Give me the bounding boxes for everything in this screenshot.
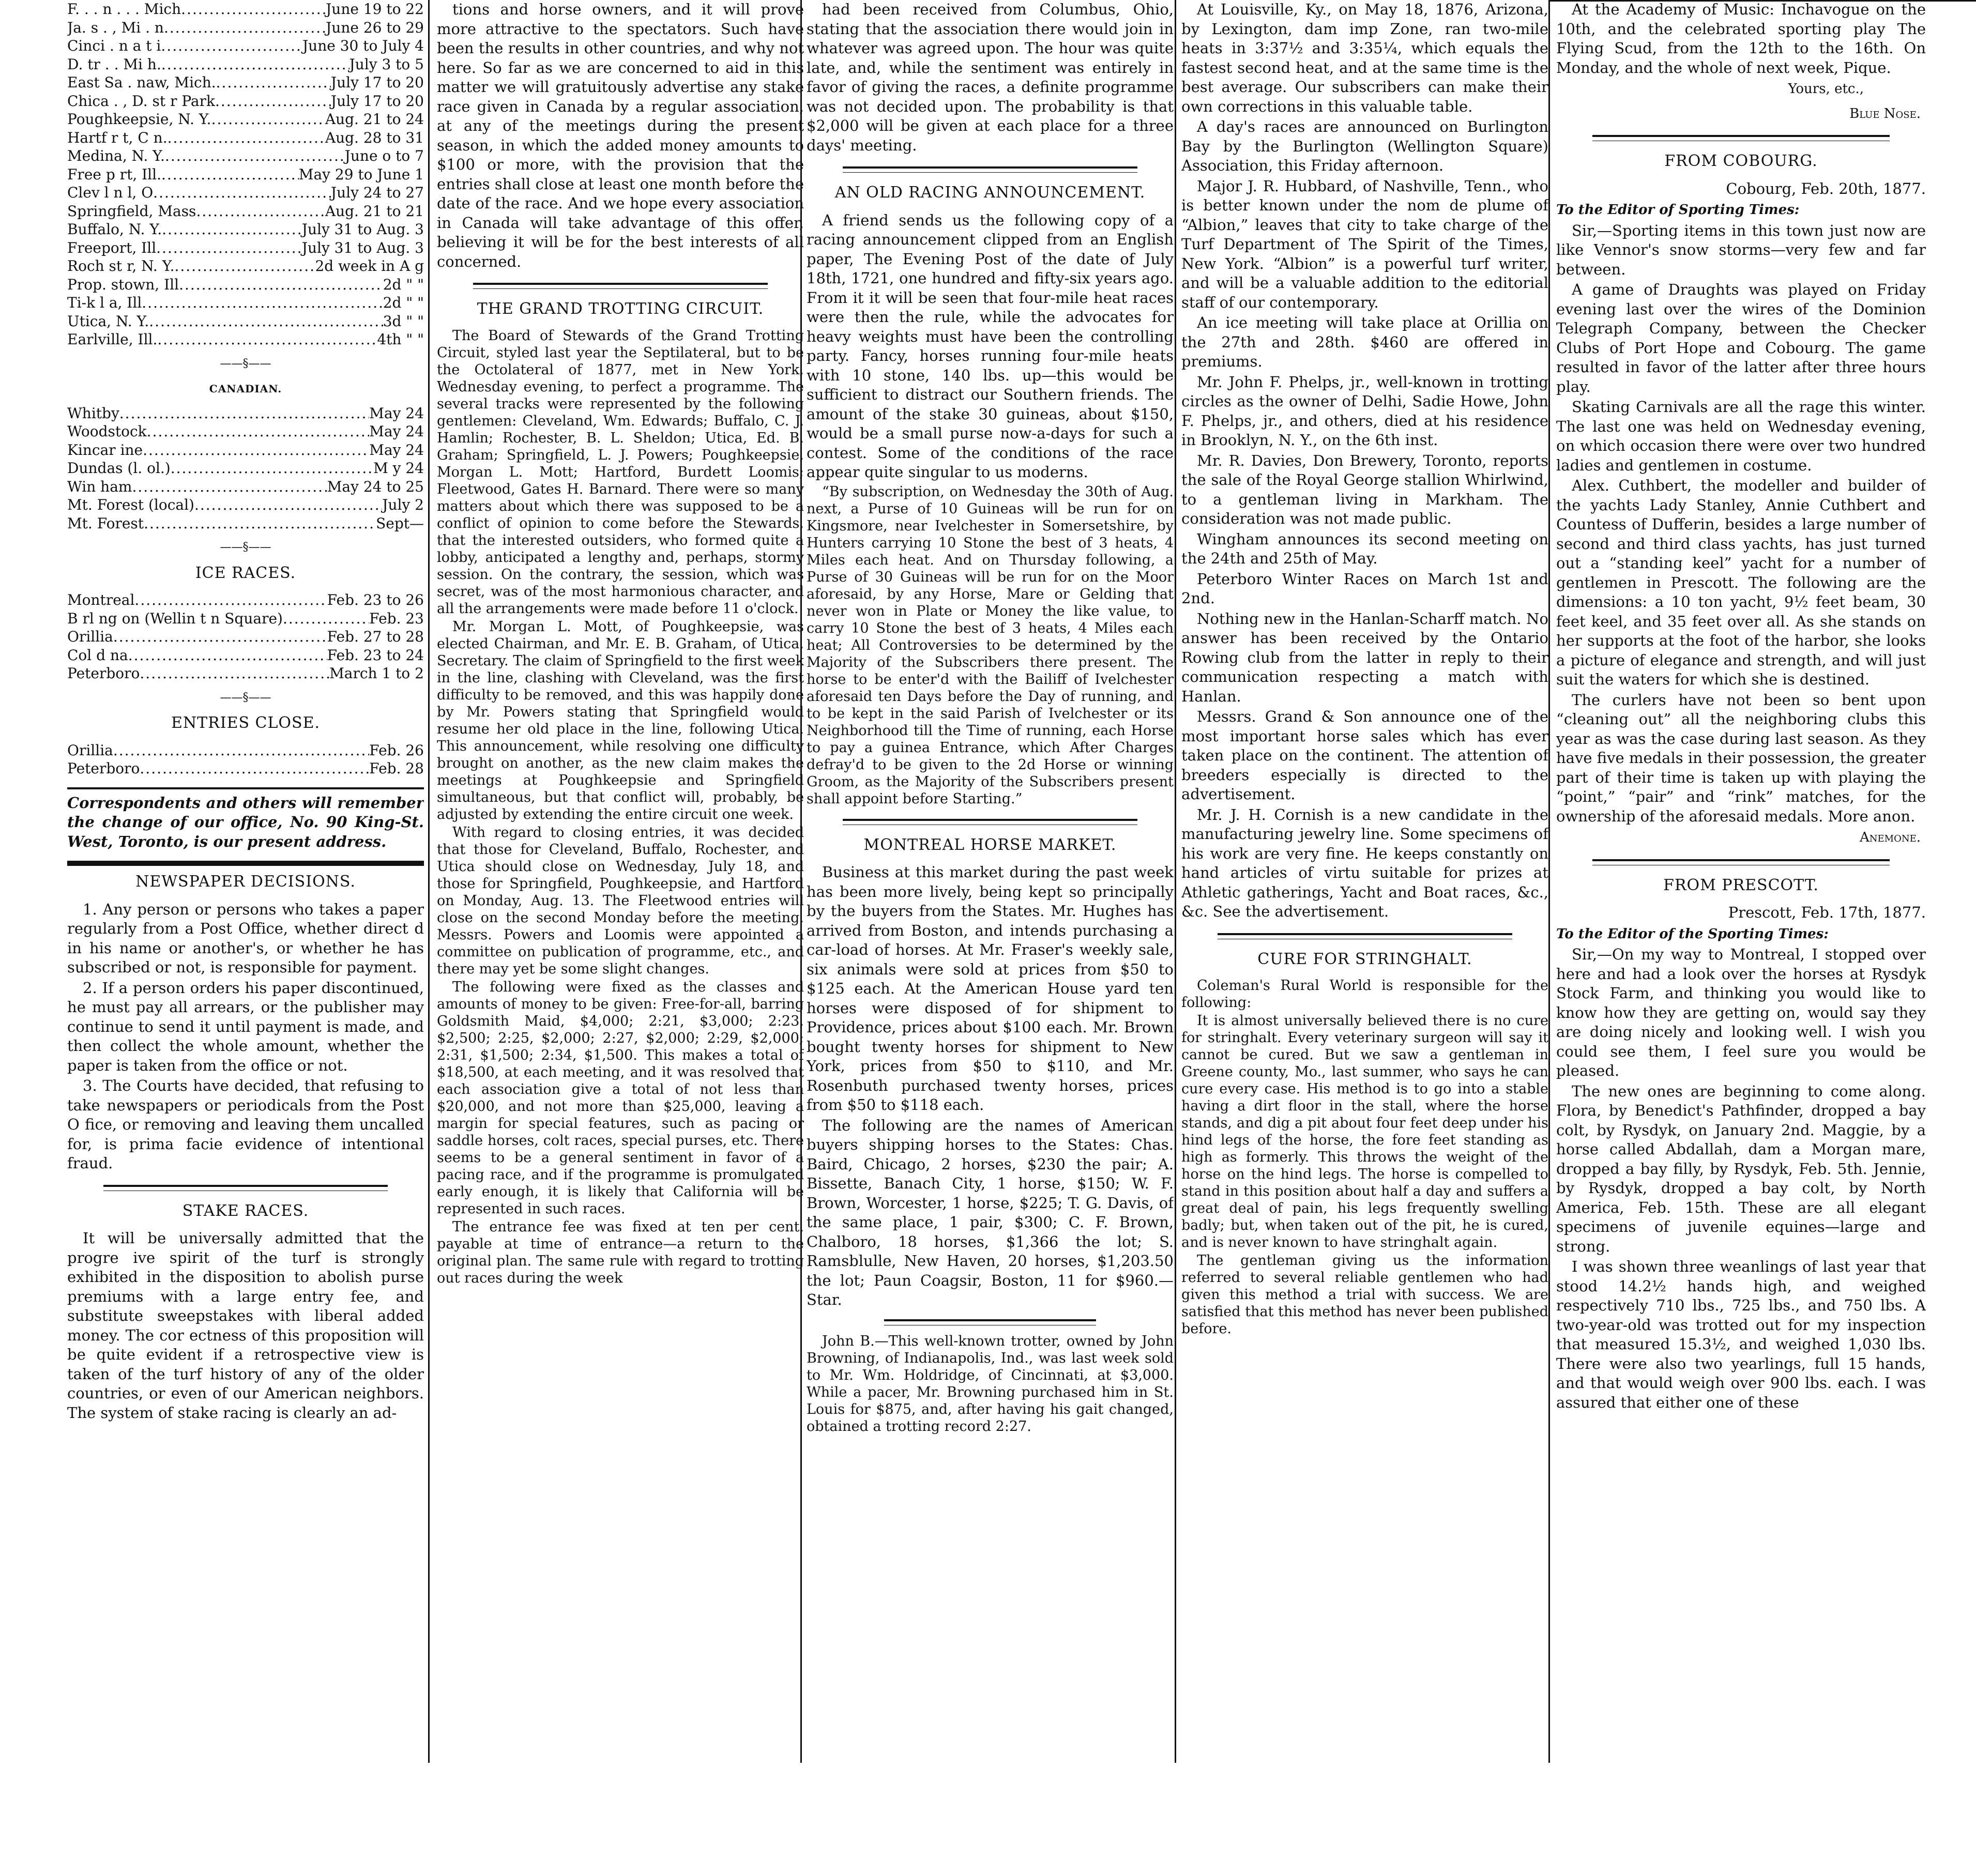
column-rule (428, 0, 430, 1763)
section-rule (843, 166, 1137, 173)
fixture-date: 2d week in A g (315, 257, 424, 274)
fixture-date: May 24 to 25 (327, 478, 424, 495)
fixture-place: Buffalo, N. Y. (67, 221, 162, 238)
fixture-place: F. . . n . . . Mich (67, 1, 181, 18)
column-rule (1548, 0, 1550, 1763)
fixture-row (67, 628, 424, 646)
cure-for-stringhalt-heading: CURE FOR STRINGHALT. (1257, 950, 1472, 968)
fixture-date: Feb. 23 to 26 (327, 591, 424, 608)
fixture-place: Roch st r, N. Y. (67, 257, 175, 274)
section-rule (843, 819, 1137, 825)
column-5 (1556, 0, 1926, 1778)
article-paragraph: The gentleman giving us the information referred to several reliable gentlemen who had given this method a trial with success. We are satisfied that this method has never been published before. (1181, 1253, 1548, 1337)
fixture-place: Clev l n l, O (67, 184, 154, 201)
fixtures-canada-list (67, 404, 424, 533)
dot-leader (211, 110, 325, 129)
dot-leader (140, 664, 329, 683)
letter-paragraph: Sir,—Sporting items in this town just now are like Vennor's snow storms—very few and far between. (1556, 221, 1926, 278)
fixture-date: Aug. 21 to 24 (325, 111, 424, 128)
fixture-row (67, 478, 424, 496)
article-paragraph: Mr. Morgan L. Mott, of Poughkeepsie, was elected Chairman, and Mr. E. B. Graham, of Utica, Secretary. The claim of Springfield to the first week in the line, clashing with Cleveland, was the first difficulty to be removed, and this was happily done by Mr. Powers stating that Springfield would resume her old place in the line, following Utica. This announcement, while resolving one difficulty brought on another, as the new claim makes the meetings at Poughkeepsie and Springfield simultaneous, but that conflict will, probably, be adjusted by extending the entire circuit one week. (437, 618, 804, 822)
news-paragraph: Mr. R. Davies, Don Brewery, Toronto, reports the sale of the Royal George stallion Whirlwind, to a gentleman living in Markham. The consideration was not made public. (1181, 451, 1548, 527)
fixture-date: July 31 to Aug. 3 (301, 239, 424, 256)
news-paragraph: An ice meeting will take place at Orillia on the 27th and 28th. $460 are offered in premiums. (1181, 314, 1548, 370)
column-4 (1181, 0, 1548, 1778)
fixture-place: Ti-k l a, Ill (67, 294, 142, 311)
dot-leader (168, 129, 325, 147)
fixture-date: Aug. 28 to 31 (325, 129, 424, 146)
fixture-place: Prop. stown, Ill (67, 276, 179, 293)
cure-for-stringhalt-article (1181, 977, 1548, 1337)
fixture-date: Feb. 23 (369, 609, 424, 627)
article-paragraph: The following are the names of American buyers shipping horses to the States: Chas. Baird, Chicago, 2 horses, $230 the pair; A. Bissette, Banach City, 1 horse, $150; W. F. Brown, Worcester, 1 horse, $225; T. G. Davis, of the same place, 1 pair, $300; C. F. Brown, Chalboro, 18 horses, $1,366 the lot; S. Ramsblulle, New Haven, 20 horses, $1,203.50 the lot; Paun Coagsir, Boston, 11 for $960.—Star. (807, 1116, 1174, 1308)
fixture-row (67, 759, 424, 778)
fixture-row (67, 92, 424, 111)
news-paragraph: A day's races are announced on Burlington Bay by the Burlington (Wellington Square) Association, this Friday afternoon. (1181, 118, 1548, 174)
fixture-date: May 24 (369, 423, 424, 440)
ice-races-heading: ICE RACES. (195, 563, 296, 582)
john-b-item: John B.—This well-known trotter, owned by John Browning, of Indianapolis, Ind., was last week sold to Mr. Wm. Holdridge, of Cincinnati, at $3,000. While a pacer, Mr. Browning purchased him in St. Louis for $875, and, after having his gait changed, obtained a trotting record 2:27. (807, 1333, 1174, 1435)
section-rule (67, 787, 424, 789)
office-notice: Correspondents and others will remember the change of our office, No. 90 King-St. West, Toronto, is our present address. (67, 794, 424, 850)
fixture-place: Mt. Forest (67, 514, 144, 532)
montreal-horse-market-heading: MONTREAL HORSE MARKET. (863, 835, 1117, 854)
decision-paragraph: 2. If a person orders his paper discontinued, he must pay all arrears, or the publisher may continue to send it until payment is made, and then collect the whole amount, whether the paper is taken from the office or not. (67, 979, 424, 1074)
dot-leader (144, 514, 376, 533)
fixture-place: East Sa . naw, Mich. (67, 74, 216, 91)
news-paragraph: Wingham announces its second meeting on the 24th and 25th of May. (1181, 530, 1548, 567)
column-2 (437, 0, 804, 1778)
fixture-place: Cinci . n a t i (67, 37, 161, 54)
fixture-row (67, 276, 424, 294)
dot-leader (153, 184, 331, 202)
fixture-date: 2d " " (383, 294, 424, 311)
from-cobourg-letter (1556, 221, 1926, 827)
letter-paragraph: Alex. Cuthbert, the modeller and builder of the yachts Lady Stanley, Annie Cuthbert and Countess of Dufferin, besides a large number of second and third class yachts, has just turned out a “standing keel” yacht for a number of gentlemen in Prescott. The following are the dimensions: a 10 ton yacht, 9½ feet beam, 30 feet keel, and 35 feet over all. As she stands on her supports at the foot of the harbor, she looks a picture of elegance and strength, and will just suit the waters for which she is destined. (1556, 477, 1926, 688)
dot-leader (149, 312, 383, 331)
fixture-row (67, 220, 424, 239)
fixture-place: Woodstock (67, 423, 147, 440)
fixture-place: Col d na (67, 646, 128, 664)
dot-leader (161, 37, 302, 55)
fixture-row (67, 239, 424, 257)
section-rule (884, 1319, 1096, 1325)
fixture-date: 2d " " (383, 276, 424, 293)
fixture-place: D. tr . . Mi h. (67, 55, 161, 73)
fixture-row (67, 0, 424, 19)
fixture-place: Montreal (67, 591, 135, 608)
canadian-heading: CANADIAN. (209, 383, 282, 395)
fixture-date: July 3 to 5 (349, 55, 424, 73)
dot-leader (181, 0, 326, 19)
fixture-date: 4th " " (377, 331, 424, 348)
fixture-date: May 24 (369, 404, 424, 422)
dot-leader (113, 741, 369, 760)
fixture-place: Poughkeepsie, N. Y. (67, 111, 211, 128)
news-paragraph: Nothing new in the Hanlan-Scharff match. No answer has been received by the Ontario Rowing club from the latter in reply to their communication respecting a match with Hanlan. (1181, 609, 1548, 705)
fixture-row (67, 609, 424, 628)
fixture-place: Mt. Forest (local) (67, 496, 194, 513)
article-paragraph: Coleman's Rural World is responsible for the following: (1181, 978, 1548, 1011)
fixture-place: Free p rt, Ill. (67, 165, 161, 183)
fixture-place: Peterboro (67, 665, 140, 682)
article-paragraph: The Board of Stewards of the Grand Trotting Circuit, styled last year the Septilateral, but to be the Octolateral of 1877, met in New York, Wednesday evening, to perfect a programme. The several tracks were represented by the following gentlemen: Cleveland, Wm. Edwards; Buffalo, C. J. Hamlin; Rochester, B. L. Sheldon; Utica, Ed. B. Graham; Springfield, L. J. Powers; Poughkeepsie, Morgan L. Mott; Hartford, Burdett Loomis; Fleetwood, Gates H. Barnard. There were so many matters about which there was supposed to be a conflict of opinion to come before the Stewards, that the interested outsiders, who formed quite a lobby, anticipated a lengthy and, perhaps, stormy session. On the contrary, the session, which was secret, was of the most harmonious character, and all the arrangements were made before 11 o'clock. (437, 327, 804, 617)
fixture-date: Feb. 28 (369, 760, 424, 777)
column-1 (67, 0, 424, 1778)
fixture-row (67, 202, 424, 221)
dot-leader (174, 257, 315, 276)
fixture-row (67, 330, 424, 349)
fixture-row (67, 441, 424, 460)
fixture-place: B rl ng on (Wellin t n Square) (67, 609, 283, 627)
fixture-date: June 30 to July 4 (302, 37, 424, 54)
article-paragraph: The entrance fee was fixed at ten per cent. payable at time of entrance—a return to the original plan. The same rule with regard to trotting out races during the week (437, 1218, 804, 1286)
fixture-row (67, 165, 424, 184)
letter-signature: Blue Nose. (1849, 105, 1921, 121)
fixture-place: Utica, N. Y. (67, 312, 149, 330)
fixture-row (67, 422, 424, 441)
dot-leader (165, 147, 345, 165)
letter-paragraph: I was shown three weanlings of last year that stood 14.2½ hands high, and weighed respectively 710 lbs., 725 lbs., and 750 lbs. A two-year-old was trotted out for my inspection that measured 15.3½, and weighed 1,030 lbs. There were also two yearlings, full 15 hands, and that would weigh over 900 lbs. each. I was assured that either one of these (1556, 1258, 1926, 1411)
letter-continued: At the Academy of Music: Inchavogue on the 10th, and the celebrated sporting play The Flying Scud, from the 12th to the 16th. On Monday, and the whole of next week, Pique. (1556, 1, 1926, 77)
fixture-row (67, 664, 424, 683)
dot-leader (161, 55, 349, 74)
fixture-place: Springfield, Mass (67, 202, 196, 220)
fixture-date: Aug. 21 to 21 (325, 202, 424, 220)
fixture-row (67, 129, 424, 147)
fixture-place: Kincar ine (67, 441, 143, 459)
letter-paragraph: Sir,—On my way to Montreal, I stopped over here and had a look over the horses at Rysdyk Stock Farm, and thinking you would like to know how they are getting on, would say they are doing nicely and looking well. I wish you could see them, I feel sure you would be pleased. (1556, 945, 1926, 1079)
fixture-date: Sept— (376, 514, 424, 532)
dot-leader (216, 73, 331, 92)
fixture-place: Orillia (67, 628, 113, 645)
fixture-row (67, 37, 424, 55)
fixture-row (67, 184, 424, 202)
fixture-date: July 24 to 27 (330, 184, 424, 201)
prescott-dateline: Prescott, Feb. 17th, 1877. (1728, 904, 1926, 921)
ice-races-list (67, 591, 424, 683)
dot-leader (128, 646, 327, 665)
fixture-date: May 24 (369, 441, 424, 459)
fixture-date: June o to 7 (344, 147, 424, 164)
dot-leader (132, 478, 327, 496)
fixture-row (67, 257, 424, 276)
cobourg-salutation: To the Editor of Sporting Times: (1556, 202, 1800, 218)
news-paragraph: Mr. John F. Phelps, jr., well-known in trotting circles as the owner of Delhi, Sadie Howe, John F. Phelps, jr., and others, died at his residence in Brooklyn, N. Y., on the 6th inst. (1181, 373, 1548, 449)
ornament: ——§—— (220, 691, 271, 704)
news-paragraph: Mr. J. H. Cornish is a new candidate in the manufacturing jewelry line. Some specimens of his work are very fine. He keeps constantly on hand articles of virtu suitable for prizes at Athletic gatherings, Yacht and Boat races, &c., &c. See the advertisement. (1181, 805, 1548, 920)
section-rule (67, 861, 424, 866)
grand-trotting-circuit-heading: THE GRAND TROTTING CIRCUIT. (477, 300, 764, 318)
fixture-date: May 29 to June 1 (298, 165, 424, 183)
montreal-horse-market-article (807, 863, 1174, 1310)
dot-leader (283, 609, 369, 628)
fixture-date: Feb. 23 to 24 (327, 646, 424, 664)
fixture-row (67, 55, 424, 74)
decisions-list (67, 900, 424, 1173)
news-paragraph: Peterboro Winter Races on March 1st and 2nd. (1181, 570, 1548, 607)
dot-leader (147, 422, 370, 441)
stake-races-heading: STAKE RACES. (182, 1201, 309, 1220)
decision-paragraph: 1. Any person or persons who takes a paper regularly from a Post Office, whether direct d in his name or another's, or whether he has subscribed or not, is responsible for payment. (67, 900, 424, 976)
letter-paragraph: A game of Draughts was played on Friday evening last over the wires of the Dominion Telegraph Company, between the Checker Clubs of Port Hope and Cobourg. The game resulted in favor of the latter after three hours play. (1556, 281, 1926, 395)
fixture-date: Feb. 26 (369, 741, 424, 759)
fixture-row (67, 147, 424, 165)
letter-closing: Yours, etc., (1788, 81, 1864, 97)
newspaper-decisions-heading: NEWSPAPER DECISIONS. (135, 873, 356, 891)
dot-leader (113, 628, 327, 646)
dot-leader (162, 220, 302, 239)
column-rule (1175, 0, 1176, 1763)
entries-close-list (67, 741, 424, 778)
section-rule (1218, 933, 1512, 939)
fixture-place: Ja. s . , Mi . n (67, 19, 164, 36)
fixture-row (67, 646, 424, 665)
dot-leader (140, 759, 369, 778)
fixture-place: Dundas (l. ol.) (67, 460, 171, 477)
section-rule (1592, 859, 1890, 865)
article-paragraph: Business at this market during the past week has been more lively, being kept so principally by the buyers from the States. Mr. Hughes has arrived from Boston, and intends purchasing a car-load of horses. At Mr. Fraser's weekly sale, six animals were sold at prices from $50 to $125 each. At the American House yard ten horses were disposed of for shipment to Providence, prices about $100 each. Mr. Brown bought twenty horses for shipment to New York, prices from $50 to $110, and Mr. Rosenbuth purchased twenty horses, prices from $50 to $118 each. (807, 863, 1174, 1114)
dot-leader (161, 165, 299, 184)
fixture-row (67, 459, 424, 478)
dot-leader (134, 591, 327, 609)
dot-leader (171, 459, 373, 478)
fixture-date: M y 24 (373, 460, 424, 477)
old-racing-announcement-quote: “By subscription, on Wednesday the 30th of Aug. next, a Purse of 10 Guineas will be run for on Kingsmore, near Ivelchester in Somersetshire, by Hunters carrying 10 Stone the best of 3 heats, 4 Miles each heat. And on Thursday following, a Purse of 30 Guineas will be run for on the Moor aforesaid, by any Horse, Mare or Gelding that never won in Plate or Money the like value, to carry 10 Stone the best of 3 heats, 4 Miles each heat; All Controversies to be determined by the Majority of the Subscribers there present. The horse to be enter'd with the Bailiff of Ivelchester aforesaid ten Days before the Day of running, and to be kept in the said Parish of Ivelchester or its Neighborhood till the Time of running, each Horse to pay a guinea Entrance, which After Charges defray'd to be given to the 2d Horse or winning Groom, as the Majority of the Subscribers present shall appoint before Starting.” (807, 483, 1174, 807)
fixture-date: July 17 to 20 (330, 92, 424, 110)
fixture-place: Whitby (67, 404, 119, 422)
prescott-salutation: To the Editor of the Sporting Times: (1556, 926, 1829, 942)
cobourg-dateline: Cobourg, Feb. 20th, 1877. (1726, 179, 1926, 197)
entries-close-heading: ENTRIES CLOSE. (171, 714, 321, 732)
section-rule (1592, 135, 1890, 141)
fixture-place: Hartf r t, C n. (67, 129, 168, 146)
dot-leader (157, 330, 377, 349)
fixture-place: Peterboro (67, 760, 140, 777)
dot-leader (119, 404, 370, 423)
fixture-row (67, 294, 424, 312)
fixtures-us-list (67, 0, 424, 349)
dot-leader (142, 294, 383, 312)
fixture-date: March 1 to 2 (329, 665, 424, 682)
from-prescott-heading: FROM PRESCOTT. (1663, 876, 1819, 894)
fixture-date: July 2 (382, 496, 424, 513)
dot-leader (156, 239, 302, 257)
news-paragraph: Messrs. Grand & Son announce one of the most important horse sales which has ever taken place on the continent. The attention of breeders especially is directed to the advertisement. (1181, 708, 1548, 803)
fixture-date: July 31 to Aug. 3 (301, 221, 424, 238)
decision-paragraph: 3. The Courts have decided, that refusing to take newspapers or periodicals from the Post O fice, or removing and leaving them uncalled for, is prima facie evidence of intentional fraud. (67, 1077, 424, 1172)
fixture-date: Feb. 27 to 28 (327, 628, 424, 645)
from-prescott-letter (1556, 945, 1926, 1412)
fixture-row (67, 591, 424, 609)
fixture-row (67, 110, 424, 129)
dot-leader (196, 202, 325, 221)
ornament: ——§—— (220, 357, 271, 370)
article-paragraph: The following were fixed as the classes and amounts of money to be given: Free-for-all, barring Goldsmith Maid, $4,000; 2:21, $3,000; 2:23, $2,500; 2:25, $2,000; 2:27, $2,000; 2:29, $2,000; 2:31, $1,500; 2:34, $1,500. This makes a total of $18,500, at each meeting, and it was resolved that each association give a total of not less than $20,000, and not more than $25,000, leaving a margin for special features, such as pacing or saddle horses, colt races, special purses, etc. There seems to be a general sentiment in favor of a pacing race, and if the programme is promulgated early enough, it is likely that California will be represented in such races. (437, 979, 804, 1217)
old-racing-announcement-text: A friend sends us the following copy of a racing announcement clipped from an English paper, The Evening Post of the date of July 18th, 1721, one hundred and fifty-six years ago. From it it will be seen that four-mile heat races were then the rule, while the advocates for heavy weights must have been the controlling party. Fancy, horses running four-mile heats with 10 stone, 140 lbs. up—this would be sufficient to distract our Southern friends. The amount of the stake 30 guineas, about $150, would be a small purse now-a-days for such a contest. Some of the conditions of the race appear quite singular to us moderns. (807, 211, 1174, 481)
news-items (1181, 0, 1548, 922)
dot-leader (179, 276, 383, 294)
fixture-place: Medina, N. Y. (67, 147, 165, 164)
article-paragraph: With regard to closing entries, it was decided that those for Cleveland, Buffalo, Rochester, and Utica should close on Wednesday, July 18, and those for Springfield, Poughkeepsie, and Hartford on Monday, Aug. 13. The Fleetwood entries will close on the second Monday before the meeting. Messrs. Powers and Loomis were appointed a committee on publication of programme, etc., and there may yet be some slight changes. (437, 824, 804, 977)
news-paragraph: At Louisville, Ky., on May 18, 1876, Arizona, by Lexington, dam imp Zone, ran two-mile heats in 3:37½ and 3:35¼, which equals the fastest second heat, and at the same time is the best average. Our subscribers can make their own corrections in this valuable table. (1181, 1, 1548, 115)
fixture-place: Earlville, Ill. (67, 331, 158, 348)
fixture-row (67, 312, 424, 331)
fixture-place: Freeport, Ill (67, 239, 157, 256)
fixture-row (67, 514, 424, 533)
letter-paragraph: Skating Carnivals are all the rage this winter. The last one was held on Wednesday evening, on which occasion there were over two hundred ladies and gentlemen in costume. (1556, 398, 1926, 474)
fixture-date: June 19 to 22 (326, 1, 424, 18)
fixture-place: Chica . , D. st r Park (67, 92, 215, 110)
circuit-continued: had been received from Columbus, Ohio, stating that the association there would join in whatever was agreed upon. The hour was quite late, and, while the sentiment was entirely in favor of giving the races, a definite programme was not decided upon. The probability is that $2,000 will be given at each place for a three days' meeting. (807, 1, 1174, 154)
fixture-row (67, 741, 424, 760)
cobourg-signature: Anemone. (1859, 830, 1921, 845)
fixture-row (67, 496, 424, 514)
ornament: ——§—— (220, 541, 271, 554)
column-3 (807, 0, 1174, 1778)
fixture-place: Win ham (67, 478, 132, 495)
fixture-place: Orillia (67, 741, 113, 759)
fixture-date: June 26 to 29 (326, 19, 424, 36)
article-paragraph: It is almost universally believed there is no cure for stringhalt. Every veterinary surgeon will say it cannot be cured. But we saw a gentleman in Greene county, Mo., last summer, who says he can cure every case. His method is to go into a stable having a dirt floor in the stall, where the horse stands, and dig a pit about four feet deep under his hind legs of the horse, the fore feet standing as high as formerly. This throws the weight of the horse on the hind legs. The horse is compelled to stand in this position about half a day and suffers a great deal of pain, his legs frequently swelling badly; but, when taken out of the pit, he is cured, and is never known to have stringhalt again. (1181, 1013, 1548, 1250)
from-cobourg-heading: FROM COBOURG. (1664, 152, 1818, 170)
section-rule (103, 1185, 388, 1191)
fixture-row (67, 404, 424, 423)
dot-leader (194, 496, 382, 514)
dot-leader (215, 92, 331, 111)
fixture-row (67, 19, 424, 37)
letter-paragraph: The curlers have not been so bent upon “cleaning out” all the neighboring clubs this year as was the case during last season. As they have five medals in their possession, the greater part of their time is taken up with playing the “point,” “pair” and “rink” matches, for the ownership of the aforesaid medals. More anon. (1556, 691, 1926, 825)
old-racing-announcement-heading: AN OLD RACING ANNOUNCEMENT. (834, 184, 1146, 202)
dot-leader (143, 441, 369, 460)
stake-races-continued: tions and horse owners, and it will prove more attractive to the spectators. Such have been the results in other countries, and why not here. So far as we are concerned to aid in this matter we will gratuitously advertise any stake race given in Canada by a regular association, at any of the meetings during the present season, in which the added money amounts to $100 or more, with the provision that the entries shall close at least one month before the date of the race. And we hope every association in Canada will take advantage of this offer, believing it will be for the best interests of all concerned. (437, 1, 804, 270)
fixture-date: 3d " " (383, 312, 424, 330)
fixture-date: July 17 to 20 (330, 74, 424, 91)
news-paragraph: Major J. R. Hubbard, of Nashville, Tenn., who is better known under the nom de plume of “Albion,” leaves that city to take charge of the Turf Department of The Spirit of the Times, New York. “Albion” is a powerful turf writer, and will be a valuable addition to the editorial staff of our contemporary. (1181, 177, 1548, 311)
section-rule (473, 283, 768, 289)
letter-paragraph: The new ones are beginning to come along. Flora, by Benedict's Pathfinder, dropped a bay colt, by Rysdyk, on January 2nd. Maggie, by a horse called Abdallah, dam a Morgan mare, dropped a bay filly, by Rysdyk, Feb. 5th. Jennie, by Rysdyk, dropped a bay colt, by North America, Feb. 15th. These are all elegant specimens of juvenile equines—large and strong. (1556, 1082, 1926, 1255)
dot-leader (164, 19, 326, 37)
stake-races-text: It will be universally admitted that the progre ive spirit of the turf is strongly exhibited in the disposition to abolish purse premiums with a large entry fee, and substitute sweepstakes with liberal added money. The cor ectness of this proposition will be quite evident if a retrospective view is taken of the turf history of any of the older countries, or even of our American neighbors. The system of stake racing is clearly an ad- (67, 1229, 424, 1422)
fixture-row (67, 73, 424, 92)
grand-trotting-circuit-article (437, 327, 804, 1287)
